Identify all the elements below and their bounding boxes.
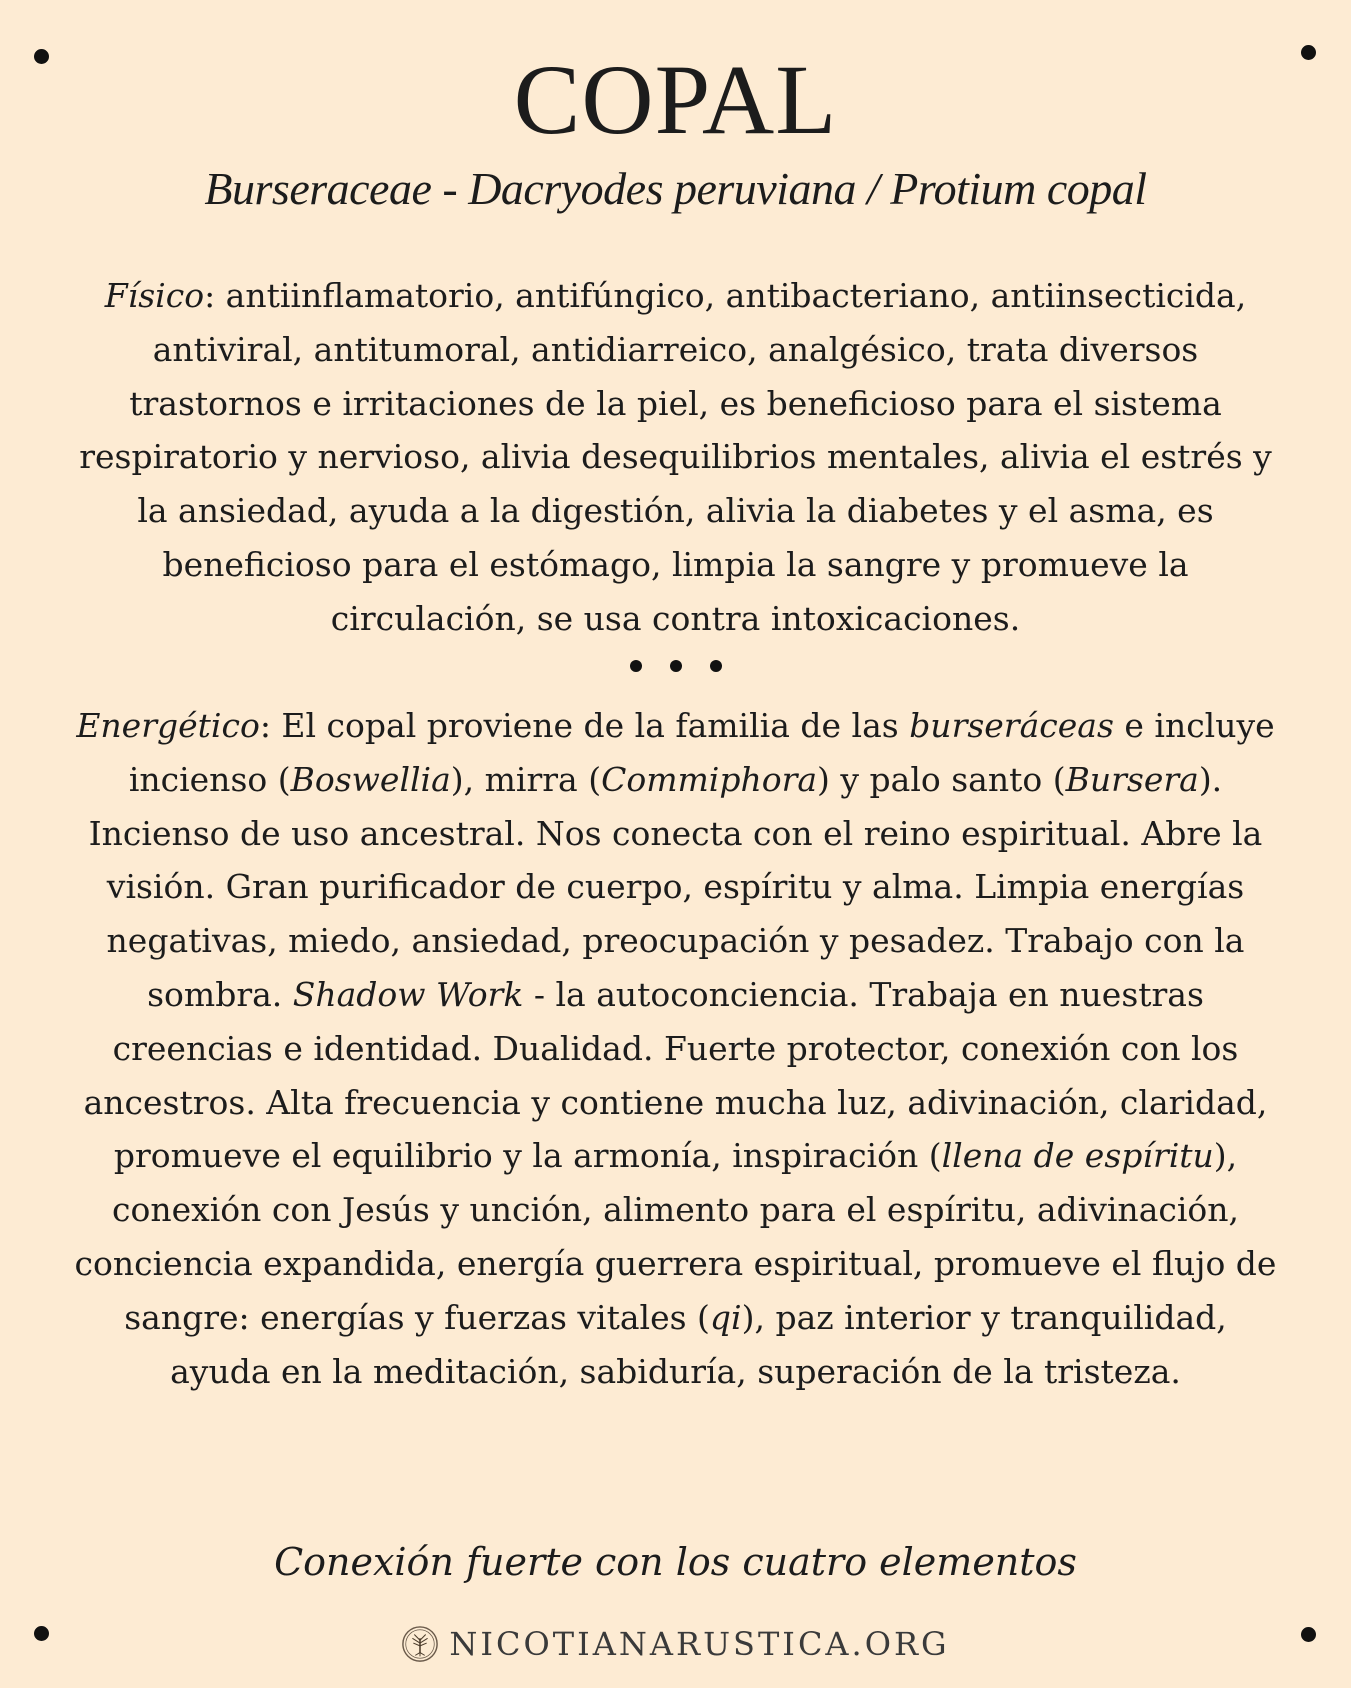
separator-dot bbox=[630, 660, 642, 672]
botanical-subtitle: Burseraceae - Dacryodes peruviana / Protium copal bbox=[204, 163, 1147, 214]
website-url[interactable]: NICOTIANARUSTICA.ORG bbox=[449, 1625, 950, 1663]
energetic-italic-term: llena de espíritu bbox=[941, 1136, 1214, 1176]
separator-dot bbox=[710, 660, 722, 672]
energetic-italic-term: qi bbox=[709, 1297, 742, 1337]
energetic-text: ) y palo santo ( bbox=[817, 759, 1066, 799]
energetic-text: ). Incienso de uso ancestral. Nos conecta con el reino espiritual. Abre la visión. Gran purificador de cuerpo, espíritu y alma. Limpia energías negativas, miedo, ansiedad, preocupación y pesadez. Trabajo con la sombra. bbox=[88, 759, 1263, 1014]
energetic-italic-term: Commiphora bbox=[601, 759, 818, 799]
physical-properties-paragraph bbox=[70, 269, 1281, 646]
energetic-italic-term: Boswellia bbox=[290, 759, 451, 799]
energetic-text: - la autoconciencia. Trabaja en nuestras creencias e identidad. Dualidad. Fuerte protector, conexión con los ancestros. Alta frecuencia y contiene mucha luz, adivinación, claridad, promueve el equilibrio y la armonía, inspiración ( bbox=[83, 974, 1268, 1176]
energetic-label: Energético bbox=[76, 706, 260, 745]
page-title: COPAL bbox=[513, 44, 838, 155]
separator-dot bbox=[670, 660, 682, 672]
closing-line: Conexión fuerte con los cuatro elementos bbox=[274, 1540, 1077, 1584]
energetic-text: ), conexión con Jesús y unción, alimento para el espíritu, adivinación, conciencia expandida, energía guerrera espiritual, promueve el flujo de sangre: energías y fuerzas vitales ( bbox=[74, 1136, 1277, 1337]
energetic-italic-term: Bursera bbox=[1065, 759, 1199, 799]
energetic-text: : El copal proviene de la familia de las bbox=[259, 706, 910, 745]
energetic-text: ), mirra ( bbox=[450, 759, 602, 799]
section-separator bbox=[0, 660, 1351, 672]
energetic-text: e incluye incienso ( bbox=[128, 706, 1275, 799]
energetic-italic-term: burseráceas bbox=[909, 706, 1114, 745]
physical-text: : antiinflamatorio, antifúngico, antibacteriano, antiinsecticida, antiviral, antitumoral, antidiarreico, analgésico, trata diversos trastornos e irritaciones de la piel, es beneficioso para el sistema respiratorio y nervioso, alivia desequilibrios mentales, alivia el estrés y la ansiedad, ayuda a la digestión, alivia la diabetes y el asma, es beneficioso para el estómago, limpia la sangre y promueve la circulación, se usa contra intoxicaciones. bbox=[79, 276, 1272, 638]
energetic-properties-paragraph bbox=[70, 699, 1281, 1398]
footer bbox=[0, 1625, 1351, 1663]
energetic-italic-term: Shadow Work bbox=[292, 974, 524, 1014]
energetic-text: ), paz interior y tranquilidad, ayuda en la meditación, sabiduría, superación de la tristeza. bbox=[170, 1297, 1227, 1391]
tree-of-life-icon bbox=[401, 1625, 439, 1663]
physical-label: Físico bbox=[104, 276, 205, 315]
